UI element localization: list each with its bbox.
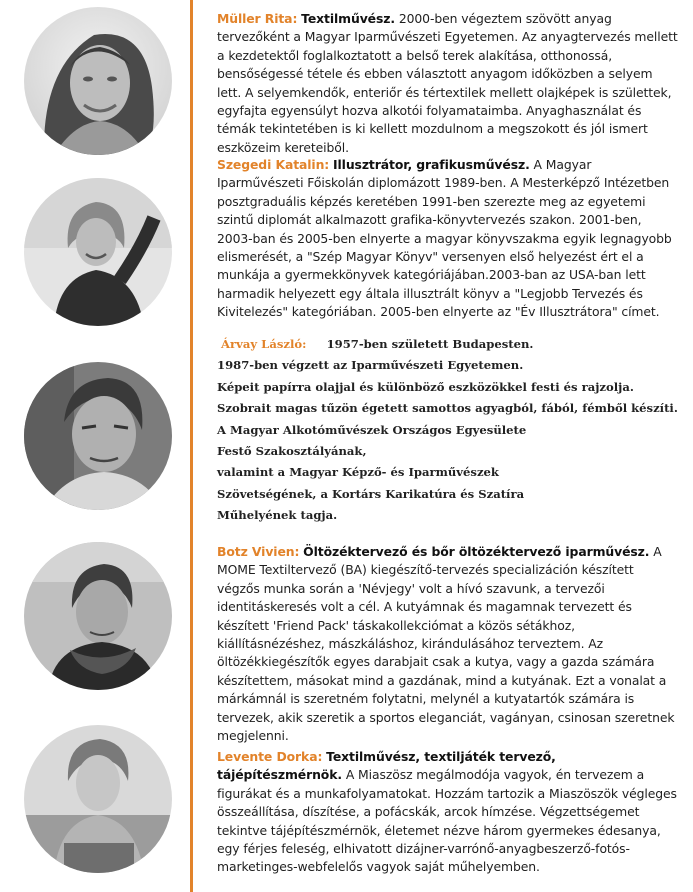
bio-line: valamint a Magyar Képző- és Iparművészek [217, 465, 499, 480]
person-role: Öltözéktervező és bőr öltözéktervező iparművész. [303, 544, 650, 559]
bio-botz-vivien [217, 543, 679, 745]
bio-levente-dorka [217, 748, 679, 877]
person-name: Müller Rita: [217, 11, 298, 26]
bio-line: Szobrait magas tűzön égetett samottos agyagból, fából, fémből készíti. [217, 401, 678, 416]
bio-line: Műhelyének tagja. [217, 508, 338, 523]
divider-line [190, 0, 193, 892]
person-name: Szegedi Katalin: [217, 157, 330, 172]
person-name: Árvay László: [221, 337, 307, 351]
portrait-botz-vivien [24, 542, 172, 690]
person-description: A Miaszösz megálmodója vagyok, én tervezem a figurákat és a munkafolyamatokat. Hozzám tartozik a Miaszöszök végleges összeállítása, díszítése, a pofácskák, arcok hímzése. Végzettségemet tekintve tájépítészmérnök, életemet nézve három gyermekes édesanya, egy férjes feleség, elhivatott dizájner-varrónő-anyagbeszerző-fotós-marketinges-webfelelős vagyok saját műhelyemben. [217, 767, 677, 875]
person-role: Illusztrátor, grafikusművész. [333, 157, 530, 172]
person-role: Textilművész, textiljáték tervező, tájépítészmérnök. [217, 749, 556, 783]
bio-arvay-laszlo [217, 334, 679, 527]
person-description: A Magyar Iparművészeti Főiskolán diplomázott 1989-ben. A Mesterképző Intézetben posztgraduális képzés keretében 1991-ben szerezte meg az egyetemi szintű diplomát alkalmazott grafika-könyvtervezés szakon. 2001-ben, 2003-ban és 2005-ben elnyerte a magyar könyvszakma egyik legnagyobb elismerését, a "Szép Magyar Könyv" versenyen első helyezést ért el a munkája a gyermekkönyvek kategóriájában.2003-ban az USA-ban lett harmadik helyezett egy általa illusztrált könyv a "Legjobb Tervezés és Kivitelezés" kategóriában. 2005-ben elnyerte az "Év Illusztrátora" címet. [217, 157, 672, 320]
person-name: Botz Vivien: [217, 544, 300, 559]
bio-line: Árvay László: 1957-ben született Budapesten. [221, 337, 534, 351]
person-description: 2000-ben végeztem szövött anyag tervezőként a Magyar Iparművészeti Egyetemen. Az anyagtervezés mellett a kezdetektől foglalkoztatott a belső terek alakítása, otthonossá, bensőségessé tétele és ebben választott anyagom időközben a selyem lett. A selyemkendők, enteriőr és tértextilek mellett olajképek is születtek, egyfajta egyensúlyt hozva alkotói folyamataimba. Anyaghasználat és témák tekintetében is ki kellett mozdulnom a megszokott és jól ismert eszközeim kereteiből. [217, 11, 678, 155]
portrait-arvay-laszlo [24, 362, 172, 510]
bio-muller-rita [217, 10, 679, 157]
bio-line: A Magyar Alkotóművészek Országos Egyesülete [217, 422, 527, 437]
bio-szegedi-katalin [217, 156, 679, 322]
bio-line: 1987-ben végzett az Iparművészeti Egyetemen. [217, 358, 524, 373]
bio-line: Szövetségének, a Kortárs Karikatúra és Szatíra [217, 486, 525, 501]
portrait-levente-dorka [24, 725, 172, 873]
person-description: A MOME Textiltervező (BA) kiegészítő-tervezés specializáción készített végzős munka során a 'Névjegy' volt a hívó szavunk, a tervezői identitáskeresés volt a cél. A kutyámnak és magamnak tervezett és készített 'Friend Pack' táskakollekciómat a közös sétákhoz, kiállításnézéshez, mászkáláshoz, kirándulásához terveztem. Az öltözékkiegészítők egyes darabjait csak a kutya, vagy a gazda számára készítettem, másokat mind a gazdának, mind a kutyának. Ezt a vonalat a márkámnál is szeretném folytatni, melynél a kutyatartók számára is tervezek, akik szeretik a sportos eleganciát, vagányan, csinosan szeretnek megjelenni. [217, 544, 675, 744]
person-name: Levente Dorka: [217, 749, 323, 764]
portrait-muller-rita [24, 7, 172, 155]
bio-line: Festő Szakosztályának, [217, 444, 367, 459]
portrait-szegedi-katalin [24, 178, 172, 326]
person-role: Textilművész. [301, 11, 395, 26]
bio-line: Képeit papírra olajjal és különböző eszközökkel festi és rajzolja. [217, 379, 634, 394]
